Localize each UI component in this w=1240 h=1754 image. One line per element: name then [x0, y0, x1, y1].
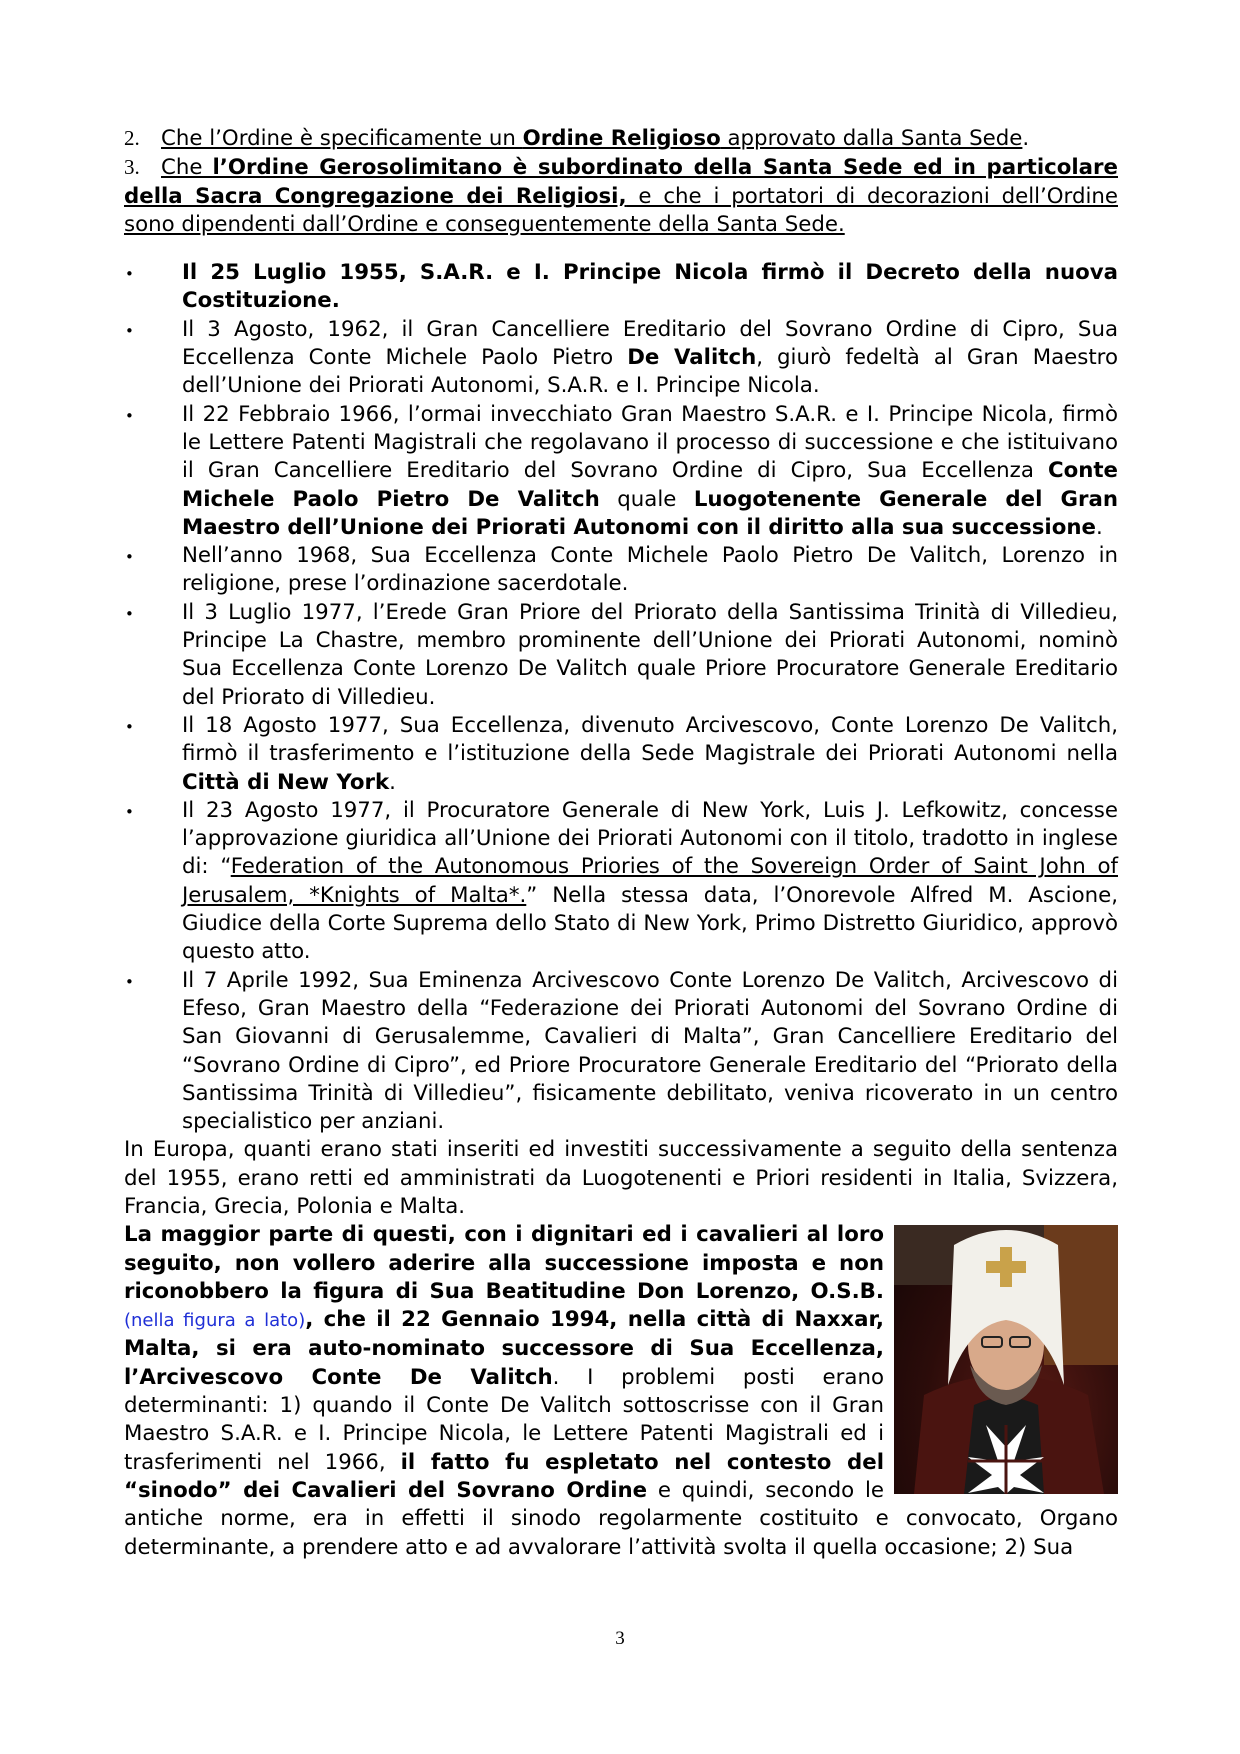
item-2-part: approvato dalla Santa Sede — [720, 126, 1023, 151]
item-2-period: . — [1022, 126, 1030, 151]
numbered-item-3 — [124, 153, 1118, 239]
item-2-bold: Ordine Religioso — [522, 126, 721, 151]
event-text: Il 3 Luglio 1977, l’Erede Gran Priore del Priorato della Santissima Trinità di Villedieu, Principe La Chastre, membro prominente dell’Unione dei Priorati Autonomi, nominò Sua Eccellenza Conte Lorenzo De Valitch quale Priore Procuratore Generale Ereditario del Priorato di Villedieu. — [182, 599, 1118, 710]
item-3-bold: l’Ordine Gerosolimitano è subordinato della Santa Sede ed in particolare della Sacra Congregazione dei Religiosi, — [124, 155, 1118, 209]
event-text-bold: Conte Michele Paolo Pietro De Valitch — [182, 458, 1118, 512]
paragraph-europa: In Europa, quanti erano stati inseriti ed investiti successivamente a seguito della sentenza del 1955, erano retti ed amministrati da Luogotenenti e Priori residenti in Italia, Svizzera, Francia, Grecia, Polonia e Malta. — [124, 1137, 1118, 1219]
list-item — [124, 259, 1118, 316]
final-text-bold: il fatto fu espletato nel contesto del “sinodo” dei Cavalieri del Sovrano Ordine — [124, 1449, 884, 1503]
final-text: e quindi, secondo le antiche norme, era in effetti il sinodo regolarmente costituito e convocato, Organo determinante, a prendere atto e ad avvalorare l’attività svolta il quella occasione; 2) Sua — [124, 1477, 1118, 1560]
item-number: 3. — [124, 155, 140, 180]
event-text-bold: Città di New York — [182, 769, 390, 795]
numbered-item-2 — [124, 124, 1118, 153]
event-text-bold: Luogotenente Generale del Gran Maestro dell’Unione dei Priorati Autonomi con il diritto alla sua successione — [182, 486, 1119, 540]
event-text-bold: Il 25 Luglio 1955, S.A.R. e I. Principe Nicola firmò il Decreto della nuova Costituzione. — [182, 260, 1118, 314]
portrait-illustration — [894, 1225, 1118, 1494]
paragraph-final — [124, 1221, 1118, 1562]
event-text: Il 7 Aprile 1992, Sua Eminenza Arcivescovo Conte Lorenzo De Valitch, Arcivescovo di Efeso, Gran Maestro della “Federazione dei Priorati Autonomi del Sovrano Ordine di San Giovanni di Gerusalemme, Cavalieri di Malta”, Gran Cancelliere Ereditario del “Sovrano Ordine di Cipro”, ed Priore Procuratore Generale Ereditario del “Priorato della Santissima Trinità di Villedieu”, fisicamente debilitato, veniva ricoverato in un centro specialistico per anziani. — [182, 967, 1118, 1135]
event-list — [124, 259, 1118, 1136]
event-text: Il 22 Febbraio 1966, l’ormai invecchiato Gran Maestro S.A.R. e I. Principe Nicola, firmò le Lettere Patenti Magistrali che regolavano il processo di successione e che istituivano il Gran Cancelliere Ereditario del Sovrano Ordine di Cipro, Sua Eccellenza — [182, 401, 1118, 484]
portrait-photo — [894, 1225, 1118, 1494]
item-2-part: Che l’Ordine è specificamente un — [161, 126, 523, 151]
item-3-part: e che i portatori di decorazioni dell’Ordine sono dipendenti dall’Ordine e conseguentemente della Santa Sede. — [124, 183, 1118, 237]
document-page — [124, 124, 1118, 1562]
item-number: 2. — [124, 126, 140, 150]
event-text: Il 3 Agosto, 1962, il Gran Cancelliere Ereditario del Sovrano Ordine di Cipro, Sua Eccellenza Conte Michele Paolo Pietro — [182, 316, 1118, 371]
event-text: Il 18 Agosto 1977, Sua Eccellenza, divenuto Arcivescovo, Conte Lorenzo De Valitch, firmò il trasferimento e l’istituzione della Sede Magistrale dei Priorati Autonomi nella — [182, 712, 1118, 767]
event-text-underlined: Federation of the Autonomous Priories of the Sovereign Order of Saint John of Jerusalem, *Knights of Malta*. — [182, 854, 1118, 908]
list-item — [124, 401, 1118, 542]
figure-reference-note: (nella figura a lato) — [124, 1310, 306, 1332]
event-text: Nell’anno 1968, Sua Eccellenza Conte Michele Paolo Pietro De Valitch, Lorenzo in religione, prese l’ordinazione sacerdotale. — [182, 543, 1118, 597]
page-number: 3 — [615, 1628, 625, 1649]
final-text-bold: La maggior parte di questi, con i dignitari ed i cavalieri al loro seguito, non vollero aderire alla successione imposta e non riconobbero la figura di Sua Beatitudine Don Lorenzo, O.S.B. — [124, 1222, 884, 1304]
item-3-part: Che — [161, 155, 213, 181]
event-text: . — [389, 769, 396, 795]
item-3-text — [124, 155, 1118, 237]
event-text: . — [1095, 514, 1103, 540]
list-item — [124, 316, 1118, 401]
item-2-text — [161, 126, 1022, 151]
event-text: , giurò fedeltà al Gran Maestro dell’Unione dei Priorati Autonomi, S.A.R. e I. Principe Nicola. — [182, 345, 1118, 399]
list-item — [124, 542, 1118, 599]
event-text-bold: De Valitch — [627, 345, 757, 371]
event-text: Il 23 Agosto 1977, il Procuratore Generale di New York, Luis J. Lefkowitz, concesse l’approvazione giuridica all’Unione dei Priorati Autonomi con il titolo, tradotto in inglese di: “ — [182, 797, 1118, 880]
list-item — [124, 599, 1118, 712]
event-text: ” Nella stessa data, l’Onorevole Alfred M. Ascione, Giudice della Corte Suprema dello Stato di New York, Primo Distretto Giuridico, approvò questo atto. — [182, 882, 1118, 965]
final-text: . I problemi posti erano determinanti: 1) quando il Conte De Valitch sottoscrisse con il Gran Maestro S.A.R. e I. Principe Nicola, le Lettere Patenti Magistrali ed i trasferimenti nel 1966, — [124, 1364, 884, 1475]
final-text-bold: , che il 22 Gennaio 1994, nella città di Naxxar, Malta, si era auto-nominato successore di Sua Eccellenza, l’Arcivescovo Conte De Valitch — [124, 1307, 885, 1390]
list-item — [124, 797, 1118, 967]
list-item — [124, 712, 1118, 797]
event-text: quale — [599, 486, 694, 512]
list-item — [124, 967, 1118, 1137]
